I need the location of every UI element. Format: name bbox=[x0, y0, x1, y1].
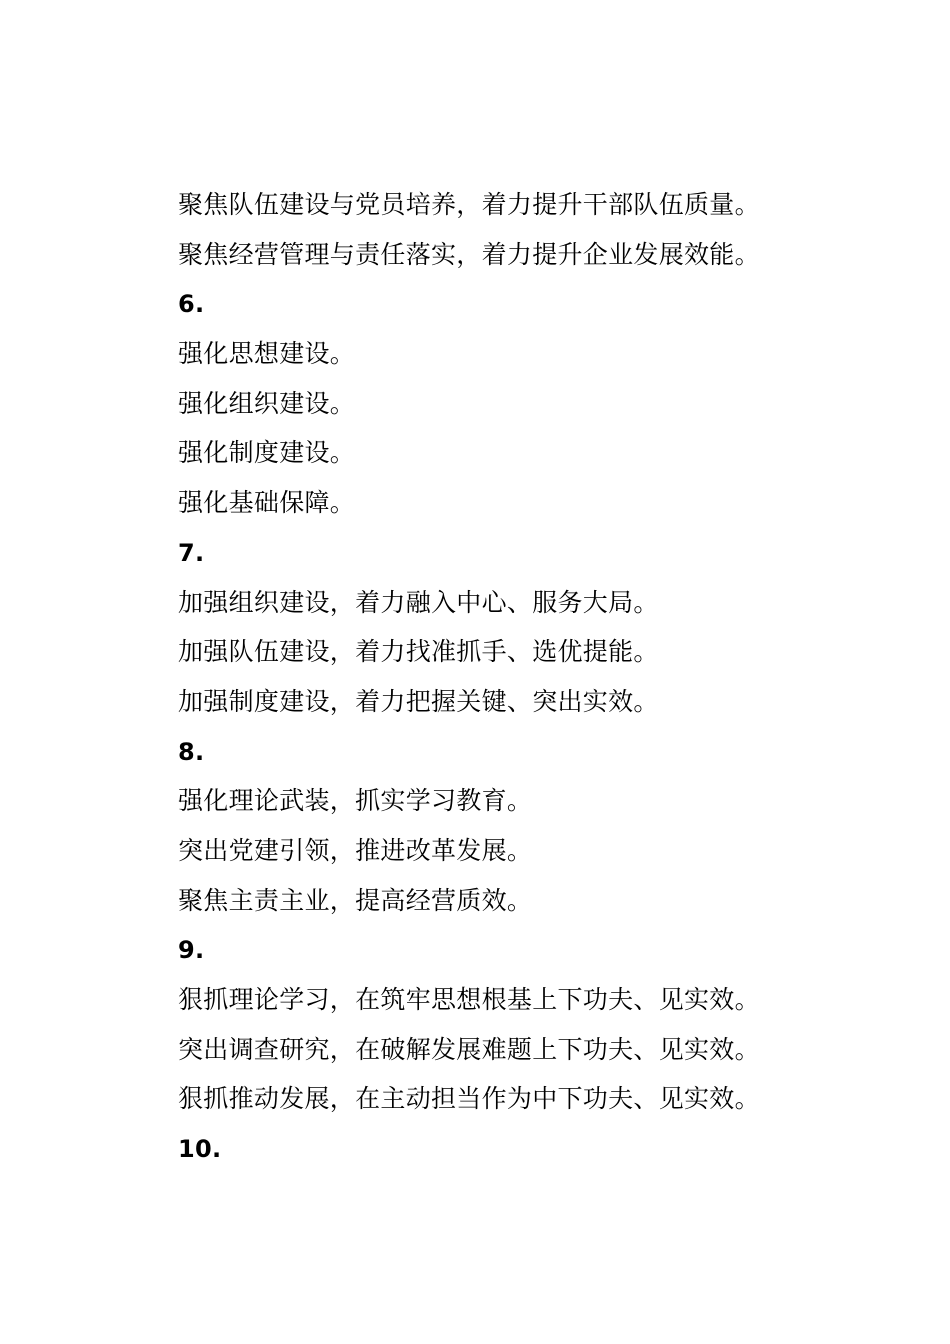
body-line: 聚焦经营管理与责任落实，着力提升企业发展效能。 bbox=[178, 239, 760, 269]
body-line: 狠抓理论学习，在筑牢思想根基上下功夫、见实效。 bbox=[178, 985, 760, 1014]
section-heading: 10. bbox=[178, 1135, 222, 1164]
section-heading: 8. bbox=[178, 737, 205, 766]
section-heading: 7. bbox=[178, 538, 205, 567]
body-line: 突出调查研究，在破解发展难题上下功夫、见实效。 bbox=[178, 1034, 760, 1064]
body-line: 聚焦主责主业，提高经营质效。 bbox=[178, 885, 533, 915]
body-line: 加强制度建设，着力把握关键、突出实效。 bbox=[178, 686, 659, 716]
body-line: 聚焦队伍建设与党员培养，着力提升干部队伍质量。 bbox=[178, 190, 760, 219]
body-line: 强化基础保障。 bbox=[178, 488, 356, 518]
body-line: 加强队伍建设，着力找准抓手、选优提能。 bbox=[178, 637, 659, 667]
body-line: 加强组织建设，着力融入中心、服务大局。 bbox=[178, 587, 659, 617]
body-line: 强化制度建设。 bbox=[178, 438, 356, 468]
section-heading: 6. bbox=[178, 290, 205, 319]
body-line: 强化组织建设。 bbox=[178, 388, 356, 418]
body-line: 强化理论武装，抓实学习教育。 bbox=[178, 786, 533, 816]
body-line: 强化思想建设。 bbox=[178, 339, 356, 369]
body-line: 突出党建引领，推进改革发展。 bbox=[178, 835, 533, 865]
document-body bbox=[178, 184, 878, 1178]
body-line: 狠抓推动发展，在主动担当作为中下功夫、见实效。 bbox=[178, 1084, 760, 1114]
section-heading: 9. bbox=[178, 936, 205, 965]
